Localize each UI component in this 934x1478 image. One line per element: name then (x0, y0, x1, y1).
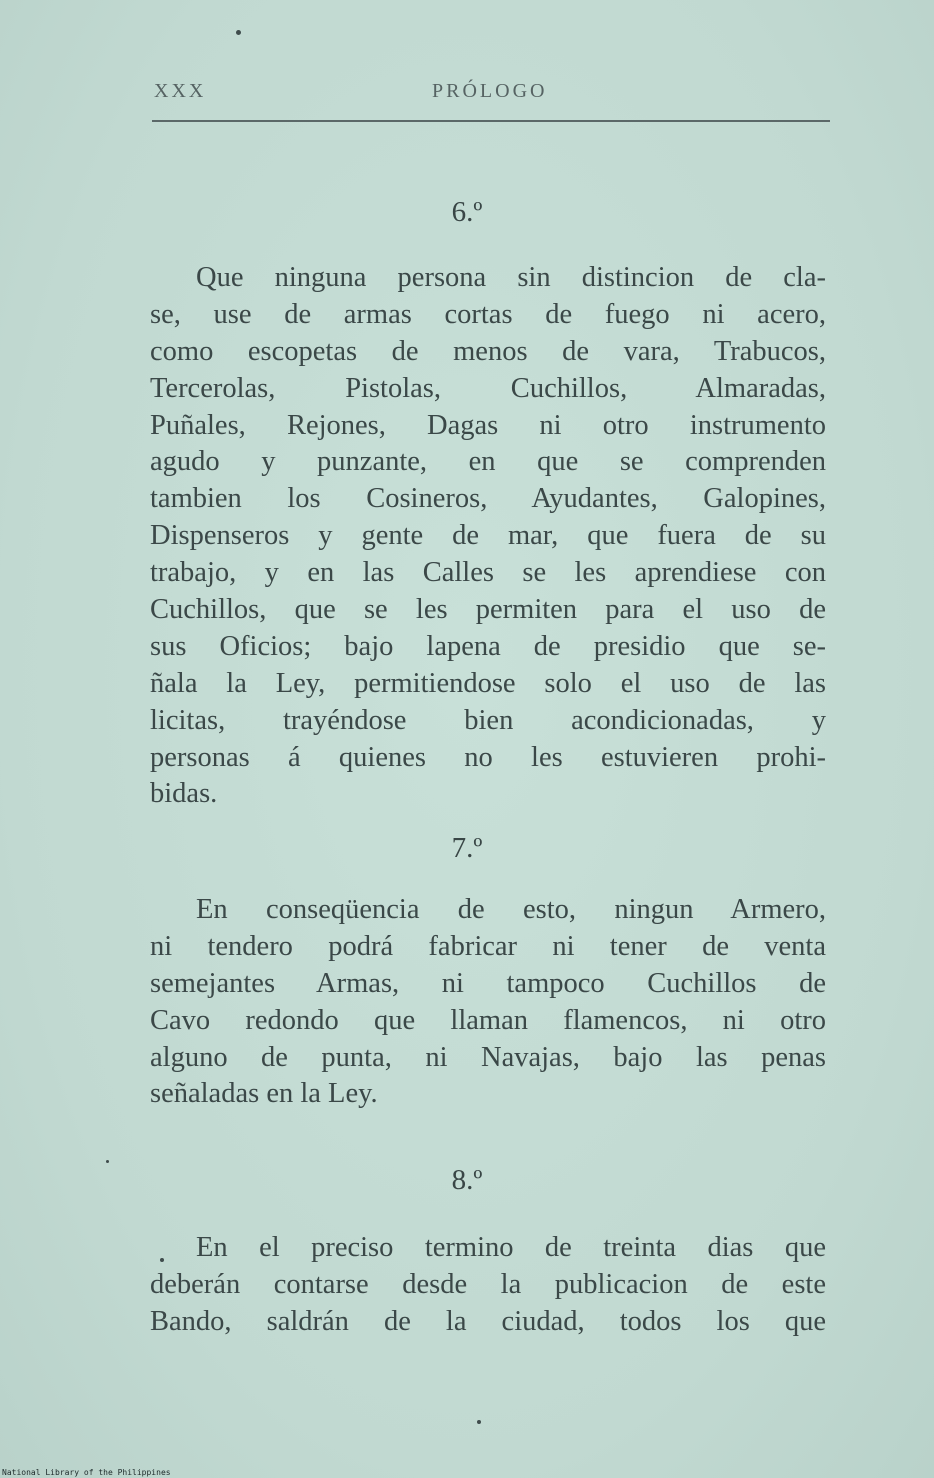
text-line: como escopetas de menos de vara, Trabucos, (150, 335, 826, 367)
text-line: sus Oficios; bajo lapena de presidio que se- (150, 630, 826, 662)
text-line: En conseqüencia de esto, ningun Armero, (196, 894, 826, 925)
ink-speck (106, 1160, 109, 1163)
text-line: se, use de armas cortas de fuego ni acero, (150, 298, 826, 330)
text-line: alguno de punta, ni Navajas, bajo las penas (150, 1041, 826, 1073)
text-line: En el preciso termino de treinta dias que (196, 1232, 826, 1263)
text-line: Tercerolas, Pistolas, Cuchillos, Almaradas, (150, 372, 826, 404)
text-line: trabajo, y en las Calles se les aprendiese con (150, 557, 826, 589)
text-line: Bando, saldrán de la ciudad, todos los que (150, 1305, 826, 1337)
section-6-paragraph (150, 260, 826, 813)
text-line: Cuchillos, que se les permiten para el uso de (150, 594, 826, 626)
running-title: PRÓLOGO (432, 80, 548, 102)
ink-speck (236, 30, 241, 35)
ink-speck (160, 1258, 164, 1262)
section-8-paragraph (150, 1230, 826, 1341)
header-rule (152, 120, 830, 122)
text-line: ñala la Ley, permitiendose solo el uso de las (150, 667, 826, 699)
text-line: licitas, trayéndose bien acondicionadas, y (150, 704, 826, 736)
text-line: personas á quienes no les estuvieren prohi- (150, 741, 826, 773)
text-line: semejantes Armas, ni tampoco Cuchillos de (150, 967, 826, 999)
text-line: Puñales, Rejones, Dagas ni otro instrumento (150, 409, 826, 441)
section-number-6: 6.º (451, 196, 483, 228)
library-credit: National Library of the Philippines (2, 1468, 171, 1477)
text-line: bidas. (150, 778, 218, 810)
ink-speck (477, 1420, 481, 1424)
text-line: señaladas en la Ley. (150, 1078, 378, 1110)
section-number-7: 7.º (451, 832, 483, 864)
text-line: Cavo redondo que llaman flamencos, ni otro (150, 1004, 826, 1036)
page-number: XXX (154, 80, 207, 102)
page-header (152, 80, 830, 110)
text-line: agudo y punzante, en que se comprenden (150, 446, 826, 478)
section-number-8: 8.º (451, 1164, 483, 1196)
text-line: Dispenseros y gente de mar, que fuera de su (150, 520, 826, 552)
text-line: tambien los Cosineros, Ayudantes, Galopines, (150, 483, 826, 515)
text-line: ni tendero podrá fabricar ni tener de venta (150, 930, 826, 962)
text-line: deberán contarse desde la publicacion de este (150, 1268, 826, 1300)
text-line: Que ninguna persona sin distincion de cla- (196, 262, 826, 293)
section-7-paragraph (150, 892, 826, 1113)
